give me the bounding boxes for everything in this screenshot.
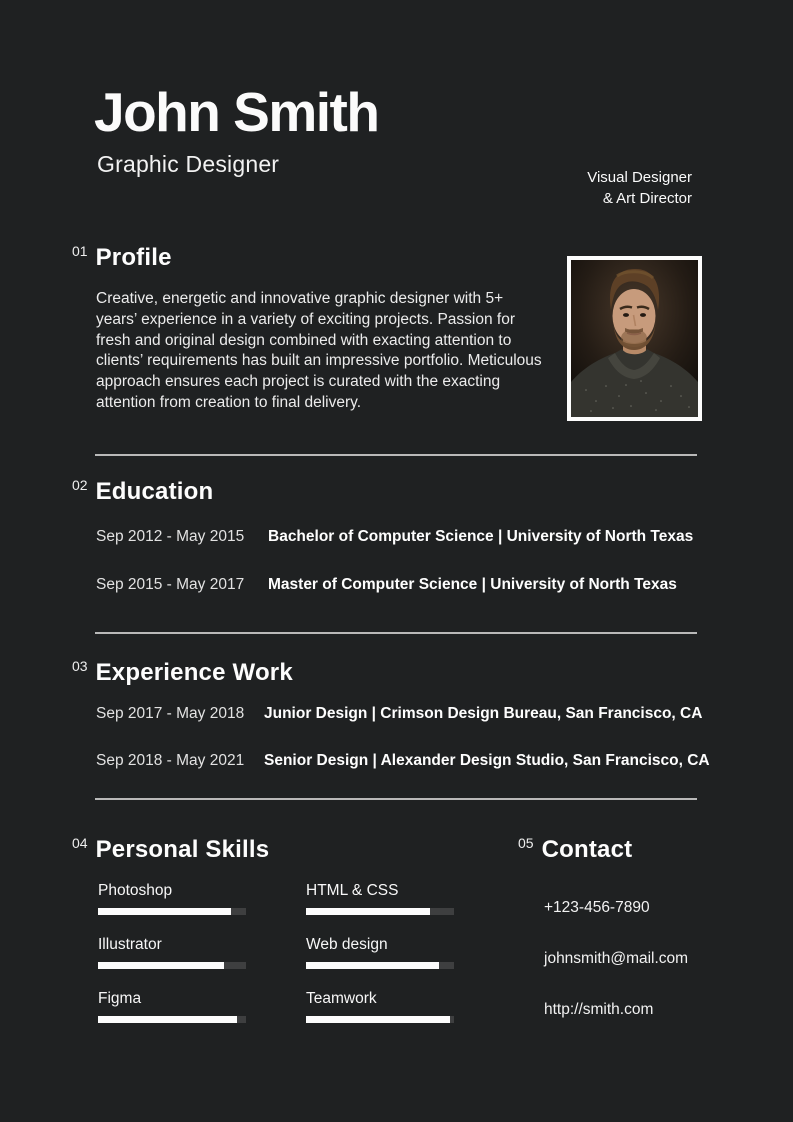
education-entry [96, 528, 693, 546]
skill-item [98, 990, 246, 1023]
experience-dates: Sep 2018 - May 2021 [96, 752, 245, 769]
skill-bar-track [98, 1016, 246, 1023]
education-dates: Sep 2015 - May 2017 [96, 576, 245, 593]
experience-position: Junior Design | Crimson Design Bureau, San Francisco, CA [264, 705, 703, 722]
skill-item [306, 990, 454, 1023]
tagline-line-1: Visual Designer [587, 169, 692, 186]
experience-entry [96, 752, 710, 770]
section-title: Education [95, 478, 214, 505]
section-title: Profile [95, 244, 172, 271]
section-heading-skills [72, 835, 269, 862]
education-degree: Bachelor of Computer Science | University of North Texas [268, 528, 694, 545]
section-heading-experience [72, 658, 293, 685]
section-heading-education [72, 477, 213, 504]
section-title: Personal Skills [95, 836, 270, 863]
section-title: Experience Work [95, 659, 293, 686]
section-heading-profile [72, 243, 172, 270]
contact-email: johnsmith@mail.com [544, 950, 689, 967]
skill-label: Figma [98, 990, 142, 1007]
education-degree: Master of Computer Science | University of North Texas [268, 576, 677, 593]
section-divider [95, 454, 697, 456]
contact-list [544, 899, 688, 1052]
skill-item [306, 936, 454, 969]
section-number: 01 [72, 243, 88, 259]
skill-bar-fill [306, 1016, 450, 1023]
skill-bar-fill [98, 1016, 237, 1023]
section-heading-contact [518, 835, 632, 862]
section-number: 03 [72, 658, 88, 674]
experience-position: Senior Design | Alexander Design Studio, San Francisco, CA [264, 752, 710, 769]
section-divider [95, 632, 697, 634]
skill-label: Web design [306, 936, 388, 953]
section-divider [95, 798, 697, 800]
education-dates: Sep 2012 - May 2015 [96, 528, 245, 545]
contact-phone: +123-456-7890 [544, 899, 650, 916]
skill-label: HTML & CSS [306, 882, 399, 899]
portrait-photo [567, 256, 702, 421]
skill-bar-track [306, 1016, 454, 1023]
skills-column-right [306, 882, 454, 1044]
skill-label: Illustrator [98, 936, 162, 953]
skill-item [98, 882, 246, 915]
skill-bar-fill [306, 908, 430, 915]
tagline-line-2: & Art Director [602, 190, 692, 207]
skills-column-left [98, 882, 246, 1044]
profile-summary-text: Creative, energetic and innovative graphic designer with 5+ years’ experience in a variety of exciting projects. Passion for fresh and original design combined with exacting attention to clients’ requirements has built an impressive portfolio. Meticulous approach ensures each project is curated with the exacting attention from creation to final delivery. [96, 290, 542, 411]
section-number: 04 [72, 835, 88, 851]
skill-bar-fill [98, 962, 224, 969]
skill-bar-track [98, 908, 246, 915]
skill-bar-track [306, 962, 454, 969]
skill-bar-fill [306, 962, 439, 969]
skill-bar-track [306, 908, 454, 915]
skill-label: Teamwork [306, 990, 377, 1007]
section-number: 02 [72, 477, 88, 493]
section-title: Contact [541, 836, 633, 863]
education-entry [96, 576, 677, 594]
skill-bar-track [98, 962, 246, 969]
experience-entry [96, 705, 702, 723]
skill-label: Photoshop [98, 882, 173, 899]
skill-bar-fill [98, 908, 231, 915]
skill-item [98, 936, 246, 969]
person-name: John Smith [94, 81, 379, 143]
skill-item [306, 882, 454, 915]
experience-dates: Sep 2017 - May 2018 [96, 705, 245, 722]
section-number: 05 [518, 835, 534, 851]
tagline [587, 167, 692, 209]
portrait-image [571, 260, 698, 417]
person-job-title: Graphic Designer [97, 151, 280, 177]
contact-website: http://smith.com [544, 1001, 654, 1018]
